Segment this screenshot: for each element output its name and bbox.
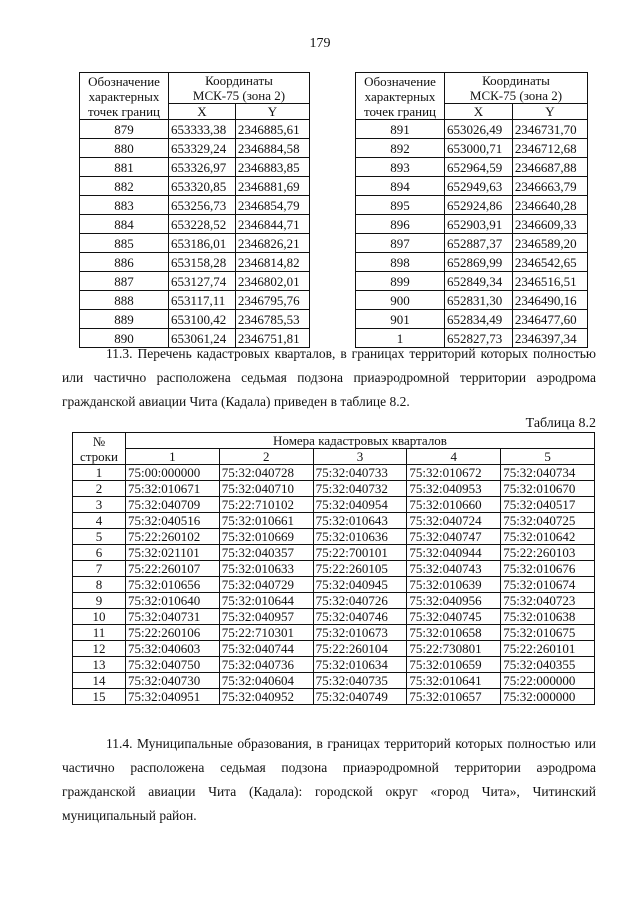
table-caption: Таблица 8.2 (525, 416, 596, 431)
table-cell: 75:00:000000 (126, 465, 220, 481)
coordinate-row (80, 310, 310, 329)
table-cell: 75:32:010657 (407, 689, 501, 705)
table-row (73, 609, 595, 625)
table-cell: 9 (73, 593, 126, 609)
table-cell: 652827,73 (445, 329, 513, 348)
table-cell: 75:32:040944 (407, 545, 501, 561)
coordinate-row (80, 196, 310, 215)
table-cell: 75:22:260102 (126, 529, 220, 545)
coordinate-row (356, 310, 588, 329)
table-cell: 75:22:260101 (501, 641, 595, 657)
table-cell: 75:32:040730 (126, 673, 220, 689)
table-cell: 75:32:040732 (313, 481, 407, 497)
table-cell: 653117,11 (169, 291, 236, 310)
table-cell: 75:32:010643 (313, 513, 407, 529)
table-cell: 75:32:021101 (126, 545, 220, 561)
table-cell: 75:22:000000 (501, 673, 595, 689)
table-cell: 892 (356, 139, 445, 158)
table-cell: 2346687,88 (512, 158, 587, 177)
table-cell: 2346640,28 (512, 196, 587, 215)
table-cell: 14 (73, 673, 126, 689)
table-cell: 75:32:040516 (126, 513, 220, 529)
table-cell: 75:32:010641 (407, 673, 501, 689)
y-header: Y (512, 104, 587, 120)
table-cell: 2346795,76 (235, 291, 309, 310)
table-cell: 75:32:040726 (313, 593, 407, 609)
table-cell: 652924,86 (445, 196, 513, 215)
row-number-header: № строки (73, 433, 126, 465)
coordinate-row (356, 177, 588, 196)
cadastral-quarters-table (72, 432, 595, 705)
coordinate-row (80, 234, 310, 253)
table-cell: 2346516,51 (512, 272, 587, 291)
table-cell: 75:32:040733 (313, 465, 407, 481)
coordinate-row (80, 139, 310, 158)
cadastral-body (73, 465, 595, 705)
table-cell: 2346731,70 (512, 120, 587, 139)
table-cell: 893 (356, 158, 445, 177)
table-cell: 3 (73, 497, 126, 513)
table-cell: 2346609,33 (512, 215, 587, 234)
table-cell: 653329,24 (169, 139, 236, 158)
table-cell: 897 (356, 234, 445, 253)
coordinates-right-body (356, 120, 588, 348)
table-cell: 75:32:010673 (313, 625, 407, 641)
table-cell: 7 (73, 561, 126, 577)
table-cell: 75:32:010671 (126, 481, 220, 497)
table-cell: 75:32:040956 (407, 593, 501, 609)
table-cell: 75:22:260105 (313, 561, 407, 577)
table-cell: 75:32:010676 (501, 561, 595, 577)
table-cell: 75:32:040355 (501, 657, 595, 673)
coordinate-row (80, 177, 310, 196)
table-cell: 75:32:010661 (219, 513, 313, 529)
table-cell: 75:32:010660 (407, 497, 501, 513)
table-cell: 75:22:260106 (126, 625, 220, 641)
table-cell: 652869,99 (445, 253, 513, 272)
table-row (73, 561, 595, 577)
table-cell: 653026,49 (445, 120, 513, 139)
table-cell: 75:32:010672 (407, 465, 501, 481)
coordinate-row (80, 215, 310, 234)
table-row (73, 657, 595, 673)
table-cell: 879 (80, 120, 169, 139)
table-cell: 887 (80, 272, 169, 291)
coordinates-left-body (80, 120, 310, 348)
table-cell: 75:32:010638 (501, 609, 595, 625)
table-cell: 888 (80, 291, 169, 310)
table-cell: 75:32:010636 (313, 529, 407, 545)
table-row (73, 593, 595, 609)
y-header: Y (235, 104, 309, 120)
page-number: 179 (309, 36, 331, 51)
table-cell: 75:32:040735 (313, 673, 407, 689)
table-cell: 75:32:040951 (126, 689, 220, 705)
table-cell: 1 (73, 465, 126, 481)
table-cell: 75:32:040725 (501, 513, 595, 529)
table-cell: 75:22:700101 (313, 545, 407, 561)
coordinate-row (80, 253, 310, 272)
table-cell: 881 (80, 158, 169, 177)
table-cell: 883 (80, 196, 169, 215)
table-cell: 75:22:260103 (501, 545, 595, 561)
table-cell: 882 (80, 177, 169, 196)
table-cell: 75:32:010674 (501, 577, 595, 593)
table-cell: 75:22:710102 (219, 497, 313, 513)
table-cell: 75:32:040724 (407, 513, 501, 529)
table-cell: 652903,91 (445, 215, 513, 234)
table-cell: 75:22:260104 (313, 641, 407, 657)
table-cell: 886 (80, 253, 169, 272)
table-cell: 75:32:040749 (313, 689, 407, 705)
table-cell: 75:32:010633 (219, 561, 313, 577)
table-cell: 2346802,01 (235, 272, 309, 291)
table-cell: 653100,42 (169, 310, 236, 329)
table-cell: 2346751,81 (235, 329, 309, 348)
table-cell: 5 (73, 529, 126, 545)
table-cell: 901 (356, 310, 445, 329)
table-cell: 10 (73, 609, 126, 625)
column-header: 5 (501, 449, 595, 465)
table-cell: 889 (80, 310, 169, 329)
column-header: 1 (126, 449, 220, 465)
table-cell: 652964,59 (445, 158, 513, 177)
column-header: 2 (219, 449, 313, 465)
table-row (73, 689, 595, 705)
table-cell: 653158,28 (169, 253, 236, 272)
table-cell: 75:32:040750 (126, 657, 220, 673)
coordinate-row (356, 196, 588, 215)
table-cell: 75:32:010669 (219, 529, 313, 545)
table-row (73, 625, 595, 641)
coordinate-row (356, 139, 588, 158)
table-cell: 75:32:040734 (501, 465, 595, 481)
table-cell: 2346397,34 (512, 329, 587, 348)
coordinate-row (356, 158, 588, 177)
table-cell: 880 (80, 139, 169, 158)
paragraph-11-4: 11.4. Муниципальные образования, в границах территорий которых полностью или частично расположена седьмая подзона приаэродромной территории аэродрома гражданской авиации Чита (Кадала): городской округ «город Чита», Читинский муниципальный район. (62, 736, 596, 823)
table-cell: 75:32:040357 (219, 545, 313, 561)
table-cell: 75:32:010658 (407, 625, 501, 641)
table-cell: 75:32:040952 (219, 689, 313, 705)
coordinate-row (356, 120, 588, 139)
table-cell: 653061,24 (169, 329, 236, 348)
table-cell: 2346881,69 (235, 177, 309, 196)
table-cell: 896 (356, 215, 445, 234)
table-cell: 75:32:040736 (219, 657, 313, 673)
table-cell: 885 (80, 234, 169, 253)
table-cell: 653256,73 (169, 196, 236, 215)
table-cell: 2346826,21 (235, 234, 309, 253)
coordinate-row (80, 158, 310, 177)
table-cell: 2346477,60 (512, 310, 587, 329)
table-cell: 900 (356, 291, 445, 310)
table-row (73, 481, 595, 497)
table-cell: 2346785,53 (235, 310, 309, 329)
table-cell: 2346712,68 (512, 139, 587, 158)
table-cell: 2346589,20 (512, 234, 587, 253)
table-cell: 891 (356, 120, 445, 139)
table-cell: 75:32:040729 (219, 577, 313, 593)
table-cell: 75:32:040954 (313, 497, 407, 513)
table-cell: 653320,85 (169, 177, 236, 196)
table-cell: 75:32:040728 (219, 465, 313, 481)
table-row (73, 577, 595, 593)
table-cell: 75:32:040743 (407, 561, 501, 577)
column-header: 4 (407, 449, 501, 465)
table-cell: 75:32:010659 (407, 657, 501, 673)
table-cell: 2346885,61 (235, 120, 309, 139)
table-cell: 15 (73, 689, 126, 705)
table-cell: 2346883,85 (235, 158, 309, 177)
table-cell: 652887,37 (445, 234, 513, 253)
coordinates-header: Координаты МСК-75 (зона 2) (169, 73, 310, 104)
table-cell: 75:32:040745 (407, 609, 501, 625)
table-cell: 2346542,65 (512, 253, 587, 272)
table-cell: 75:32:040945 (313, 577, 407, 593)
table-cell: 75:22:730801 (407, 641, 501, 657)
table-cell: 11 (73, 625, 126, 641)
table-cell: 75:32:010644 (219, 593, 313, 609)
table-cell: 653186,01 (169, 234, 236, 253)
table-cell: 75:32:010675 (501, 625, 595, 641)
table-cell: 75:22:710301 (219, 625, 313, 641)
table-cell: 75:32:040746 (313, 609, 407, 625)
table-cell: 2 (73, 481, 126, 497)
table-cell: 2346663,79 (512, 177, 587, 196)
table-cell: 75:32:040604 (219, 673, 313, 689)
coordinates-table-left (79, 72, 310, 348)
table-cell: 2346884,58 (235, 139, 309, 158)
table-cell: 75:32:040710 (219, 481, 313, 497)
table-cell: 13 (73, 657, 126, 673)
table-cell: 75:32:010642 (501, 529, 595, 545)
table-cell: 75:22:260107 (126, 561, 220, 577)
coordinate-row (356, 234, 588, 253)
coordinate-row (356, 291, 588, 310)
table-cell: 8 (73, 577, 126, 593)
coordinate-row (356, 253, 588, 272)
table-cell: 652834,49 (445, 310, 513, 329)
table-cell: 75:32:010634 (313, 657, 407, 673)
x-header: X (169, 104, 236, 120)
table-cell: 890 (80, 329, 169, 348)
table-cell: 2346854,79 (235, 196, 309, 215)
table-row (73, 545, 595, 561)
table-cell: 12 (73, 641, 126, 657)
table-cell: 884 (80, 215, 169, 234)
table-cell: 6 (73, 545, 126, 561)
coordinate-row (80, 272, 310, 291)
table-cell: 75:32:000000 (501, 689, 595, 705)
table-cell: 653326,97 (169, 158, 236, 177)
table-row (73, 529, 595, 545)
column-header: 3 (313, 449, 407, 465)
coordinate-row (80, 291, 310, 310)
coordinate-row (80, 120, 310, 139)
table-cell: 653000,71 (445, 139, 513, 158)
table-cell: 652849,34 (445, 272, 513, 291)
table-cell: 75:32:010656 (126, 577, 220, 593)
table-cell: 75:32:040517 (501, 497, 595, 513)
table-cell: 2346844,71 (235, 215, 309, 234)
table-cell: 1 (356, 329, 445, 348)
table-cell: 75:32:040709 (126, 497, 220, 513)
table-cell: 894 (356, 177, 445, 196)
coordinate-row (356, 272, 588, 291)
table-cell: 75:32:040953 (407, 481, 501, 497)
coordinates-header: Координаты МСК-75 (зона 2) (445, 73, 588, 104)
table-row (73, 497, 595, 513)
coordinates-table-right (355, 72, 588, 348)
table-cell: 653127,74 (169, 272, 236, 291)
quarters-header: Номера кадастровых кварталов (126, 433, 595, 449)
table-cell: 4 (73, 513, 126, 529)
table-cell: 895 (356, 196, 445, 215)
point-label-header: Обозначение характерных точек границ (80, 73, 169, 120)
table-cell: 75:32:010639 (407, 577, 501, 593)
table-cell: 2346490,16 (512, 291, 587, 310)
table-cell: 2346814,82 (235, 253, 309, 272)
paragraph-11-3: 11.3. Перечень кадастровых кварталов, в границах территорий которых полностью или частично расположена седьмая подзона приаэродромной территории аэродрома гражданской авиации Чита (Кадала) приведен в таблице 8.2. (62, 346, 596, 409)
table-row (73, 465, 595, 481)
table-cell: 75:32:010640 (126, 593, 220, 609)
point-label-header: Обозначение характерных точек границ (356, 73, 445, 120)
table-cell: 899 (356, 272, 445, 291)
table-cell: 75:32:040744 (219, 641, 313, 657)
table-row (73, 673, 595, 689)
table-cell: 652831,30 (445, 291, 513, 310)
table-cell: 75:32:040723 (501, 593, 595, 609)
table-cell: 75:32:040957 (219, 609, 313, 625)
table-row (73, 641, 595, 657)
table-cell: 652949,63 (445, 177, 513, 196)
table-cell: 75:32:040603 (126, 641, 220, 657)
coordinate-row (356, 215, 588, 234)
table-cell: 75:32:040747 (407, 529, 501, 545)
table-row (73, 513, 595, 529)
table-cell: 653333,38 (169, 120, 236, 139)
table-cell: 898 (356, 253, 445, 272)
table-cell: 75:32:040731 (126, 609, 220, 625)
table-cell: 653228,52 (169, 215, 236, 234)
table-cell: 75:32:010670 (501, 481, 595, 497)
x-header: X (445, 104, 513, 120)
